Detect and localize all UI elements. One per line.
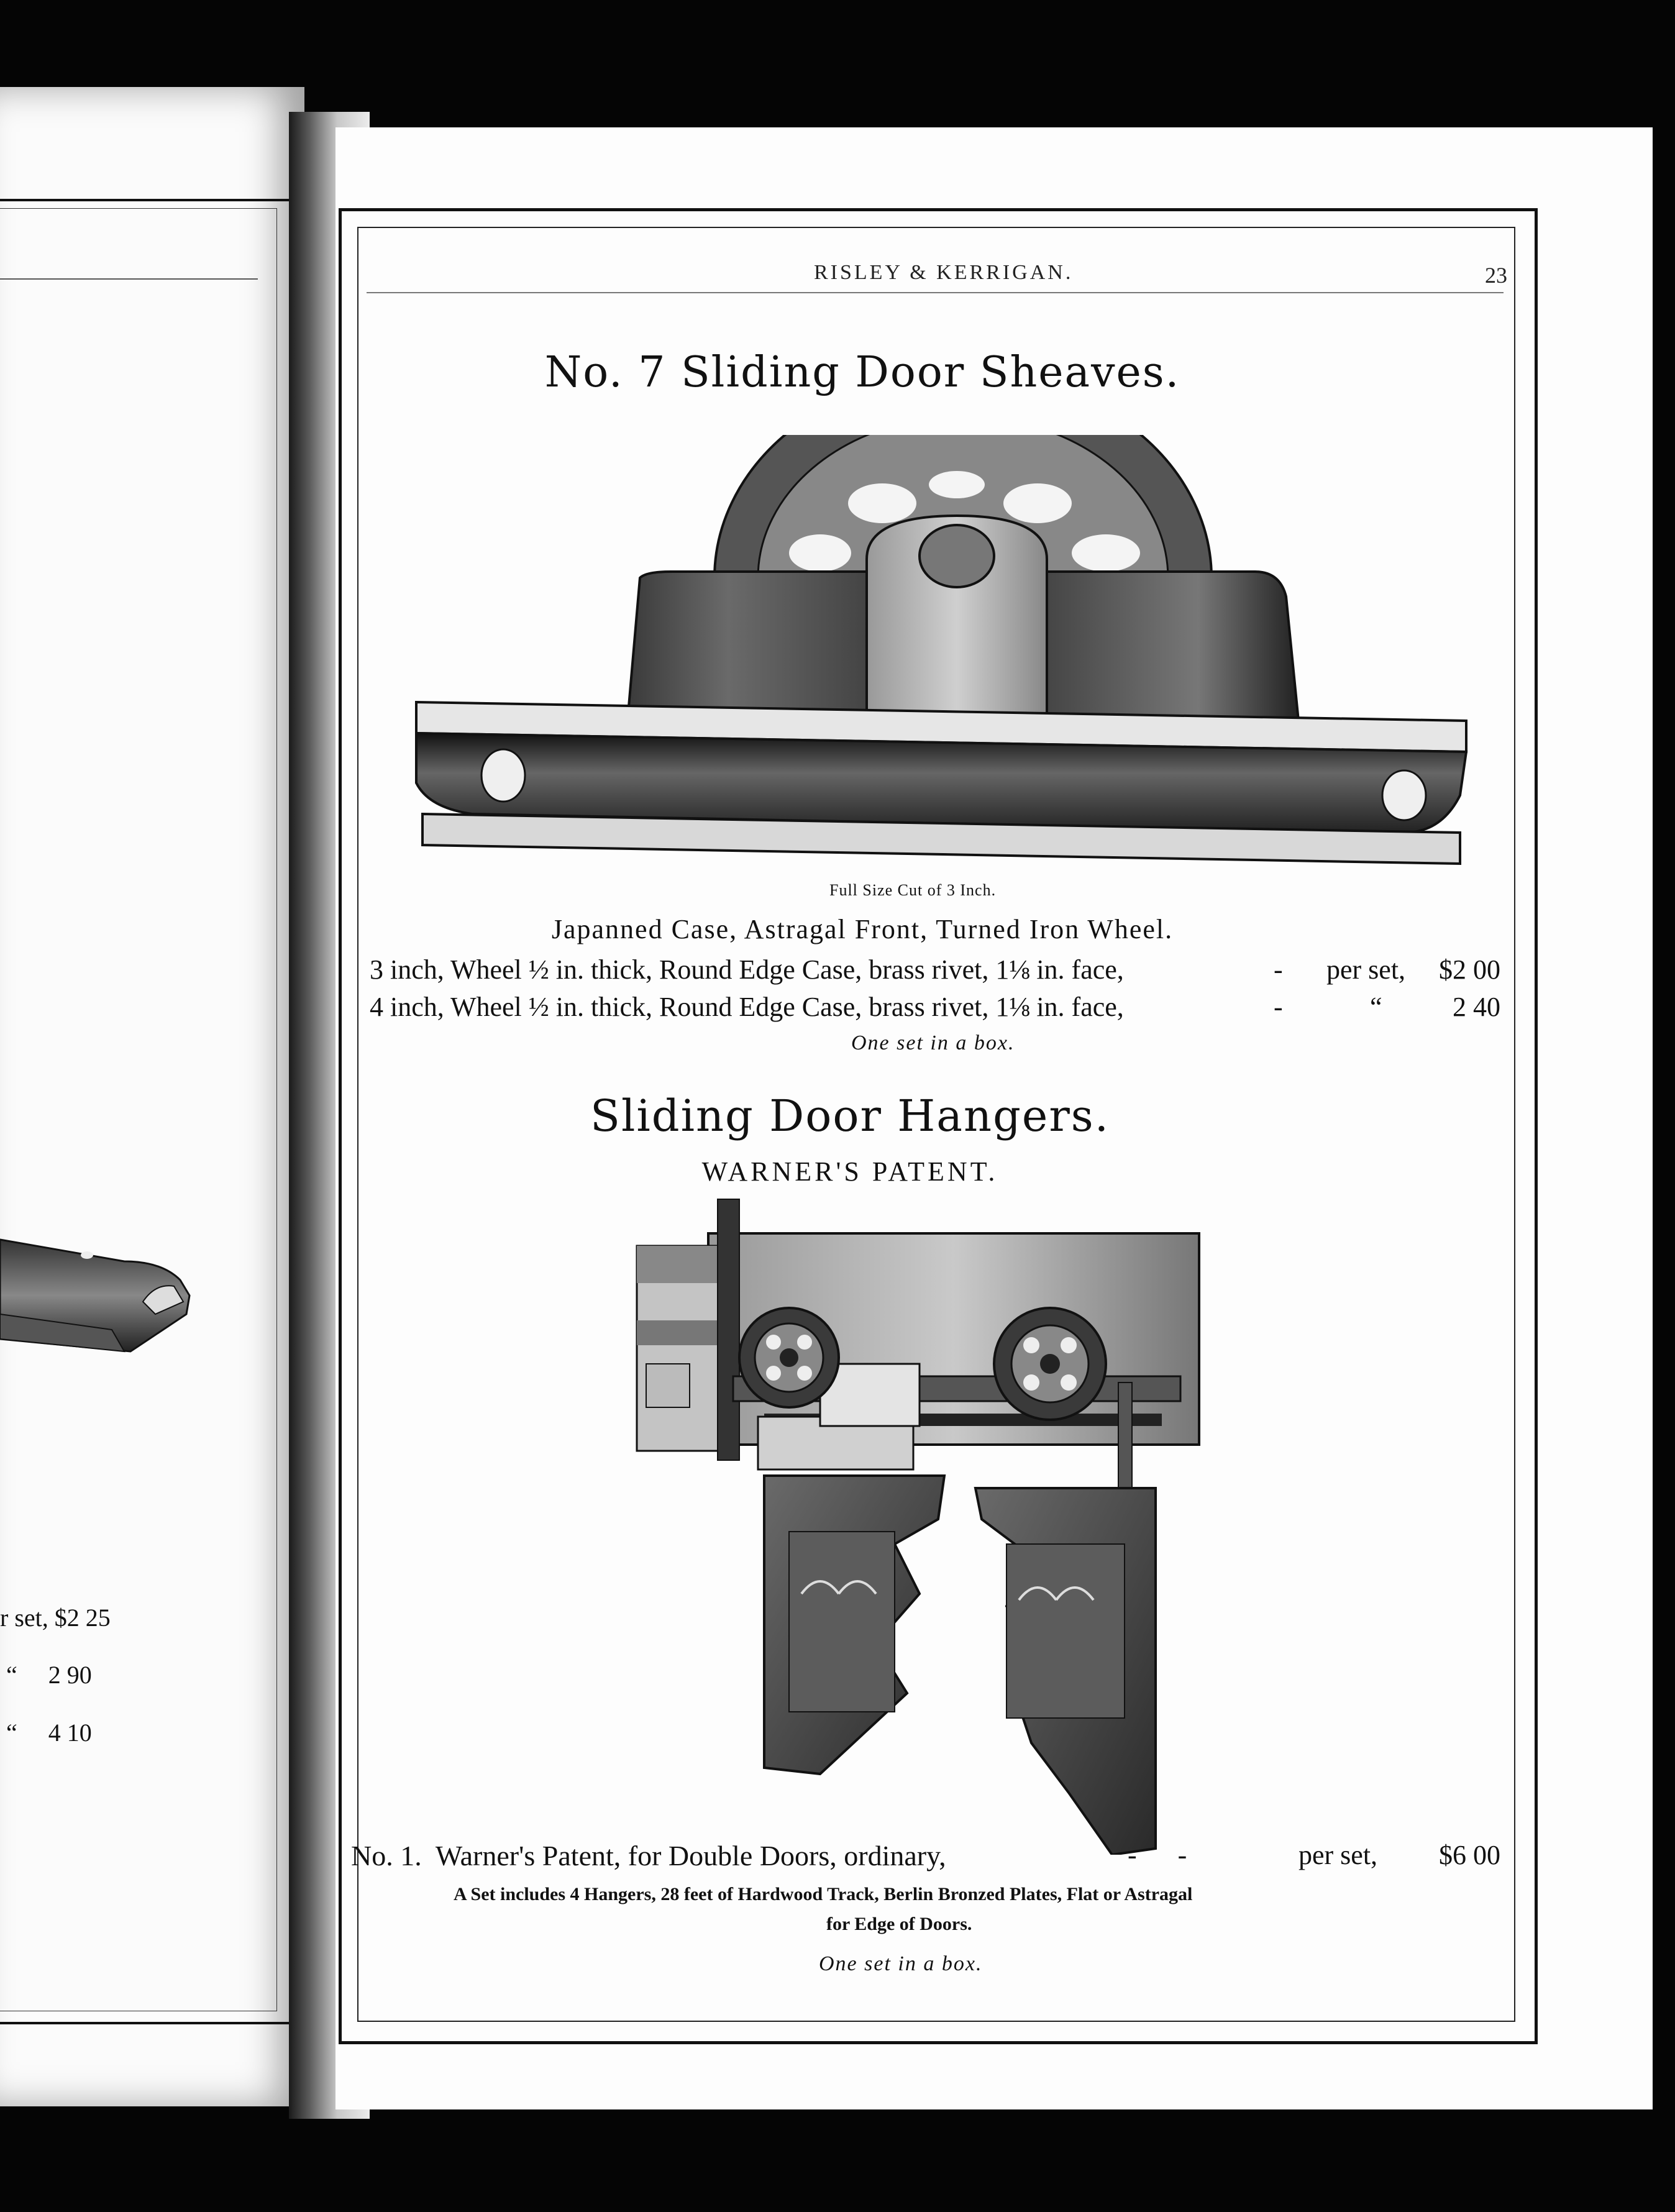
- hanger-price-row: [351, 1839, 1519, 1870]
- sheave-row-label: 3 inch, Wheel ½ in. thick, Round Edge Case, brass rivet, 1⅛ in. face,: [370, 954, 1124, 985]
- hangers-box-note: One set in a box.: [819, 1952, 983, 1975]
- left-price-row-1: r set, $2 25: [0, 1604, 111, 1632]
- left-header-rule: [0, 278, 258, 280]
- hangers-subtitle: WARNER'S PATENT.: [701, 1156, 998, 1187]
- sheave-row-amount: $2 00: [1439, 954, 1500, 985]
- hanger-row-amount: $6 00: [1439, 1840, 1500, 1870]
- sheave-row-dash: -: [1274, 992, 1283, 1022]
- hangers-title: Sliding Door Hangers.: [590, 1090, 1110, 1141]
- sheave-row-dash: -: [1274, 954, 1283, 985]
- hanger-row-dash: - -: [1128, 1840, 1187, 1870]
- sheave-description: Japanned Case, Astragal Front, Turned Iron Wheel.: [551, 914, 1174, 944]
- sheaves-title: No. 7 Sliding Door Sheaves.: [544, 348, 1180, 397]
- door-hanger-illustration: [634, 1196, 1205, 1855]
- cut-caption: Full Size Cut of 3 Inch.: [829, 881, 997, 899]
- left-price-row-3: “ 4 10: [6, 1719, 92, 1747]
- hanger-row-unit: per set,: [1298, 1840, 1378, 1870]
- hanger-row-label: No. 1. Warner's Patent, for Double Doors, ordinary,: [351, 1840, 946, 1872]
- sheave-row-label: 4 inch, Wheel ½ in. thick, Round Edge Case, brass rivet, 1⅛ in. face,: [370, 992, 1124, 1022]
- left-track-illustration: [0, 1227, 199, 1389]
- sheave-row-unit: “: [1370, 992, 1382, 1022]
- page-number: 23: [1485, 263, 1507, 288]
- hanger-set-note-line1: A Set includes 4 Hangers, 28 feet of Hardwood Track, Berlin Bronzed Plates, Flat or Astragal: [454, 1884, 1193, 1904]
- sheaves-box-note: One set in a box.: [851, 1031, 1015, 1054]
- sliding-door-sheave-illustration: [410, 435, 1479, 876]
- sheave-price-row-4in: [370, 991, 1507, 1022]
- left-price-row-2: “ 2 90: [6, 1661, 92, 1689]
- running-head: RISLEY & KERRIGAN.: [814, 261, 1074, 284]
- sheave-row-unit: per set,: [1326, 954, 1406, 985]
- sheave-row-amount: 2 40: [1453, 992, 1500, 1022]
- header-rule: [367, 292, 1504, 293]
- hanger-set-note-line2: for Edge of Doors.: [826, 1914, 972, 1934]
- sheave-price-row-3in: [370, 954, 1507, 985]
